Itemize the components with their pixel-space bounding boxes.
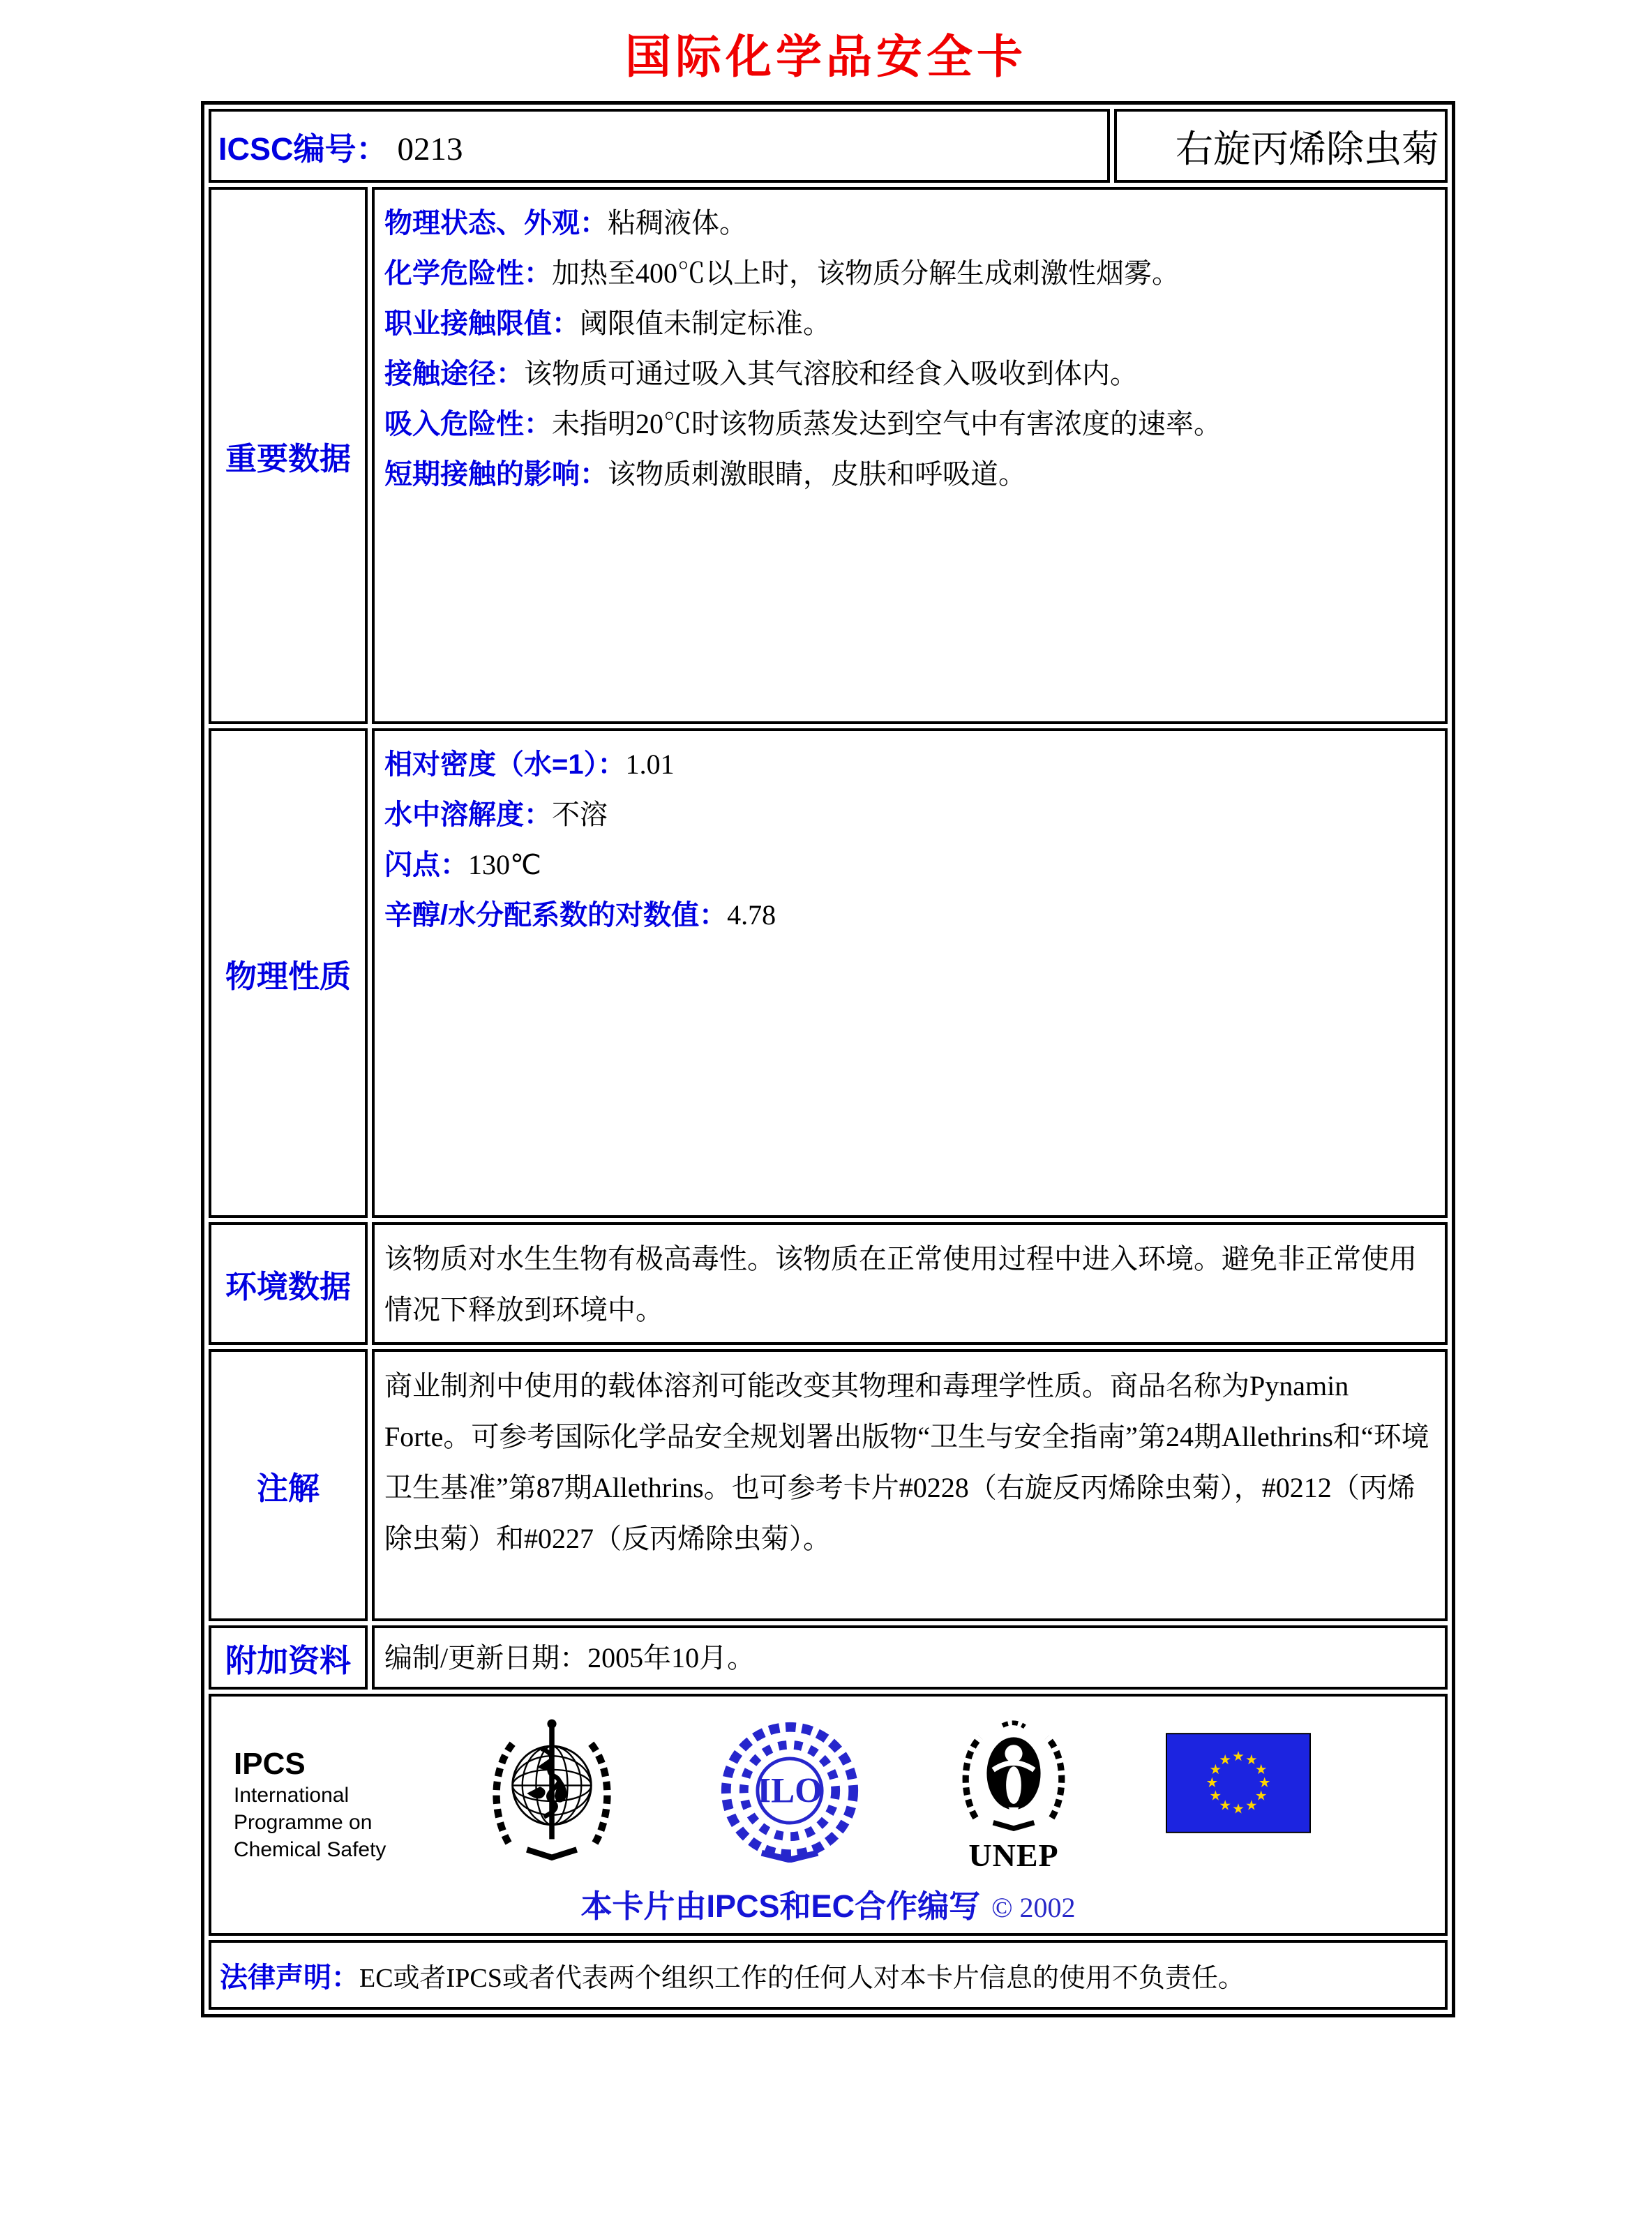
physical-properties-label-cell [209, 728, 368, 1218]
environmental-data-text: 该物质对水生生物有极高毒性。该物质在正常使用过程中进入环境。避免非正常使用情况下释放到环境中。 [384, 1243, 1417, 1325]
legal-row [209, 1940, 1448, 2010]
legal-text: EC或者IPCS或者代表两个组织工作的任何人对本卡片信息的使用不负责任。 [359, 1963, 1245, 1993]
kv-line [384, 248, 1435, 299]
icsc-number-value: 0213 [397, 130, 463, 167]
kv-value: 粘稠液体。 [608, 207, 747, 239]
notes-content [372, 1349, 1448, 1621]
kv-key: 化学危险性： [384, 258, 552, 289]
kv-value: 不溶 [552, 799, 608, 830]
important-data-row [209, 187, 1448, 724]
kv-value: 130℃ [468, 849, 541, 880]
notes-label: 注解 [256, 1470, 320, 1506]
eu-flag-icon [1166, 1733, 1311, 1837]
ilo-logo-icon [718, 1719, 862, 1866]
svg-text:ILO: ILO [757, 1771, 823, 1811]
icsc-table [201, 101, 1455, 2017]
ipcs-subtitle-line: International [234, 1784, 350, 1807]
additional-info-label: 附加资料 [225, 1642, 351, 1678]
kv-value: 阈限值未制定标准。 [580, 308, 831, 339]
kv-key: 职业接触限值： [384, 308, 580, 339]
unep-caption: UNEP [968, 1837, 1059, 1873]
additional-info-content [372, 1625, 1448, 1690]
icsc-number-cell [209, 109, 1110, 183]
important-data-label: 重要数据 [225, 440, 351, 476]
legal-cell [209, 1940, 1448, 2010]
kv-key: 水中溶解度： [384, 799, 552, 830]
kv-line [384, 349, 1435, 399]
kv-line [384, 890, 1435, 940]
kv-value: 未指明20℃时该物质蒸发达到空气中有害浓度的速率。 [552, 408, 1222, 439]
unep-logo-block [952, 1719, 1075, 1874]
kv-line [384, 198, 1435, 248]
ipcs-subtitle-line: Programme on [234, 1811, 373, 1834]
kv-value: 该物质可通过吸入其气溶胶和经食入吸收到体内。 [524, 358, 1138, 389]
chemical-name: 右旋丙烯除虫菊 [1176, 128, 1440, 170]
kv-value: 加热至400℃以上时，该物质分解生成刺激性烟雾。 [552, 257, 1180, 289]
kv-value: 该物质刺激眼睛，皮肤和呼吸道。 [608, 458, 1026, 490]
physical-properties-content [372, 728, 1448, 1218]
kv-key: 吸入危险性： [384, 409, 552, 439]
physical-properties-row [209, 728, 1448, 1218]
ipcs-text-block [234, 1747, 421, 1863]
logos-cell [209, 1694, 1448, 1936]
physical-properties-label: 物理性质 [225, 958, 351, 994]
additional-info-label-cell [209, 1625, 368, 1690]
ipcs-subtitle-line: Chemical Safety [234, 1838, 386, 1861]
icsc-number-label: ICSC编号： [218, 130, 388, 167]
notes-row [209, 1349, 1448, 1621]
additional-info-text: 编制/更新日期：2005年10月。 [384, 1642, 756, 1674]
important-data-content [372, 187, 1448, 724]
kv-key: 辛醇/水分配系数的对数值： [384, 900, 728, 931]
credit-line [221, 1881, 1435, 1926]
kv-line [384, 840, 1435, 890]
unep-logo-icon [952, 1719, 1075, 1837]
kv-line [384, 449, 1435, 499]
kv-line [384, 739, 1435, 790]
legal-label: 法律声明： [220, 1962, 359, 1993]
environmental-data-content [372, 1222, 1448, 1345]
additional-info-row [209, 1625, 1448, 1690]
notes-label-cell [209, 1349, 368, 1621]
kv-key: 闪点： [384, 850, 468, 880]
credit-year: © 2002 [991, 1892, 1076, 1923]
kv-key: 物理状态、外观： [384, 208, 608, 239]
who-logo-icon [483, 1715, 620, 1869]
notes-text: 商业制剂中使用的载体溶剂可能改变其物理和毒理学性质。商品名称为Pynamin Forte。可参考国际化学品安全规划署出版物“卫生与安全指南”第24期Allethrins和“环境卫生基准”第87期Allethrins。也可参考卡片#0228（右旋反丙烯除虫菊），#0212（丙烯除虫菊）和#0227（反丙烯除虫菊）。 [384, 1370, 1429, 1554]
chemical-name-cell [1114, 109, 1448, 183]
header-row [209, 109, 1448, 183]
important-data-label-cell [209, 187, 368, 724]
kv-line [384, 299, 1435, 349]
ipcs-title: IPCS [234, 1747, 306, 1781]
environmental-data-row [209, 1222, 1448, 1345]
environmental-data-label: 环境数据 [225, 1268, 351, 1304]
kv-line [384, 790, 1435, 840]
kv-value: 1.01 [625, 749, 675, 780]
credit-text: 本卡片由IPCS和EC合作编写 [580, 1888, 981, 1924]
kv-value: 4.78 [727, 899, 776, 931]
kv-key: 相对密度（水=1）： [384, 749, 626, 780]
logo-strip [221, 1704, 1435, 1874]
kv-key: 短期接触的影响： [384, 459, 608, 490]
page-title: 国际化学品安全卡 [625, 32, 1027, 83]
environmental-data-label-cell [209, 1222, 368, 1345]
logos-row [209, 1694, 1448, 1936]
kv-line [384, 399, 1435, 449]
kv-key: 接触途径： [384, 359, 524, 389]
